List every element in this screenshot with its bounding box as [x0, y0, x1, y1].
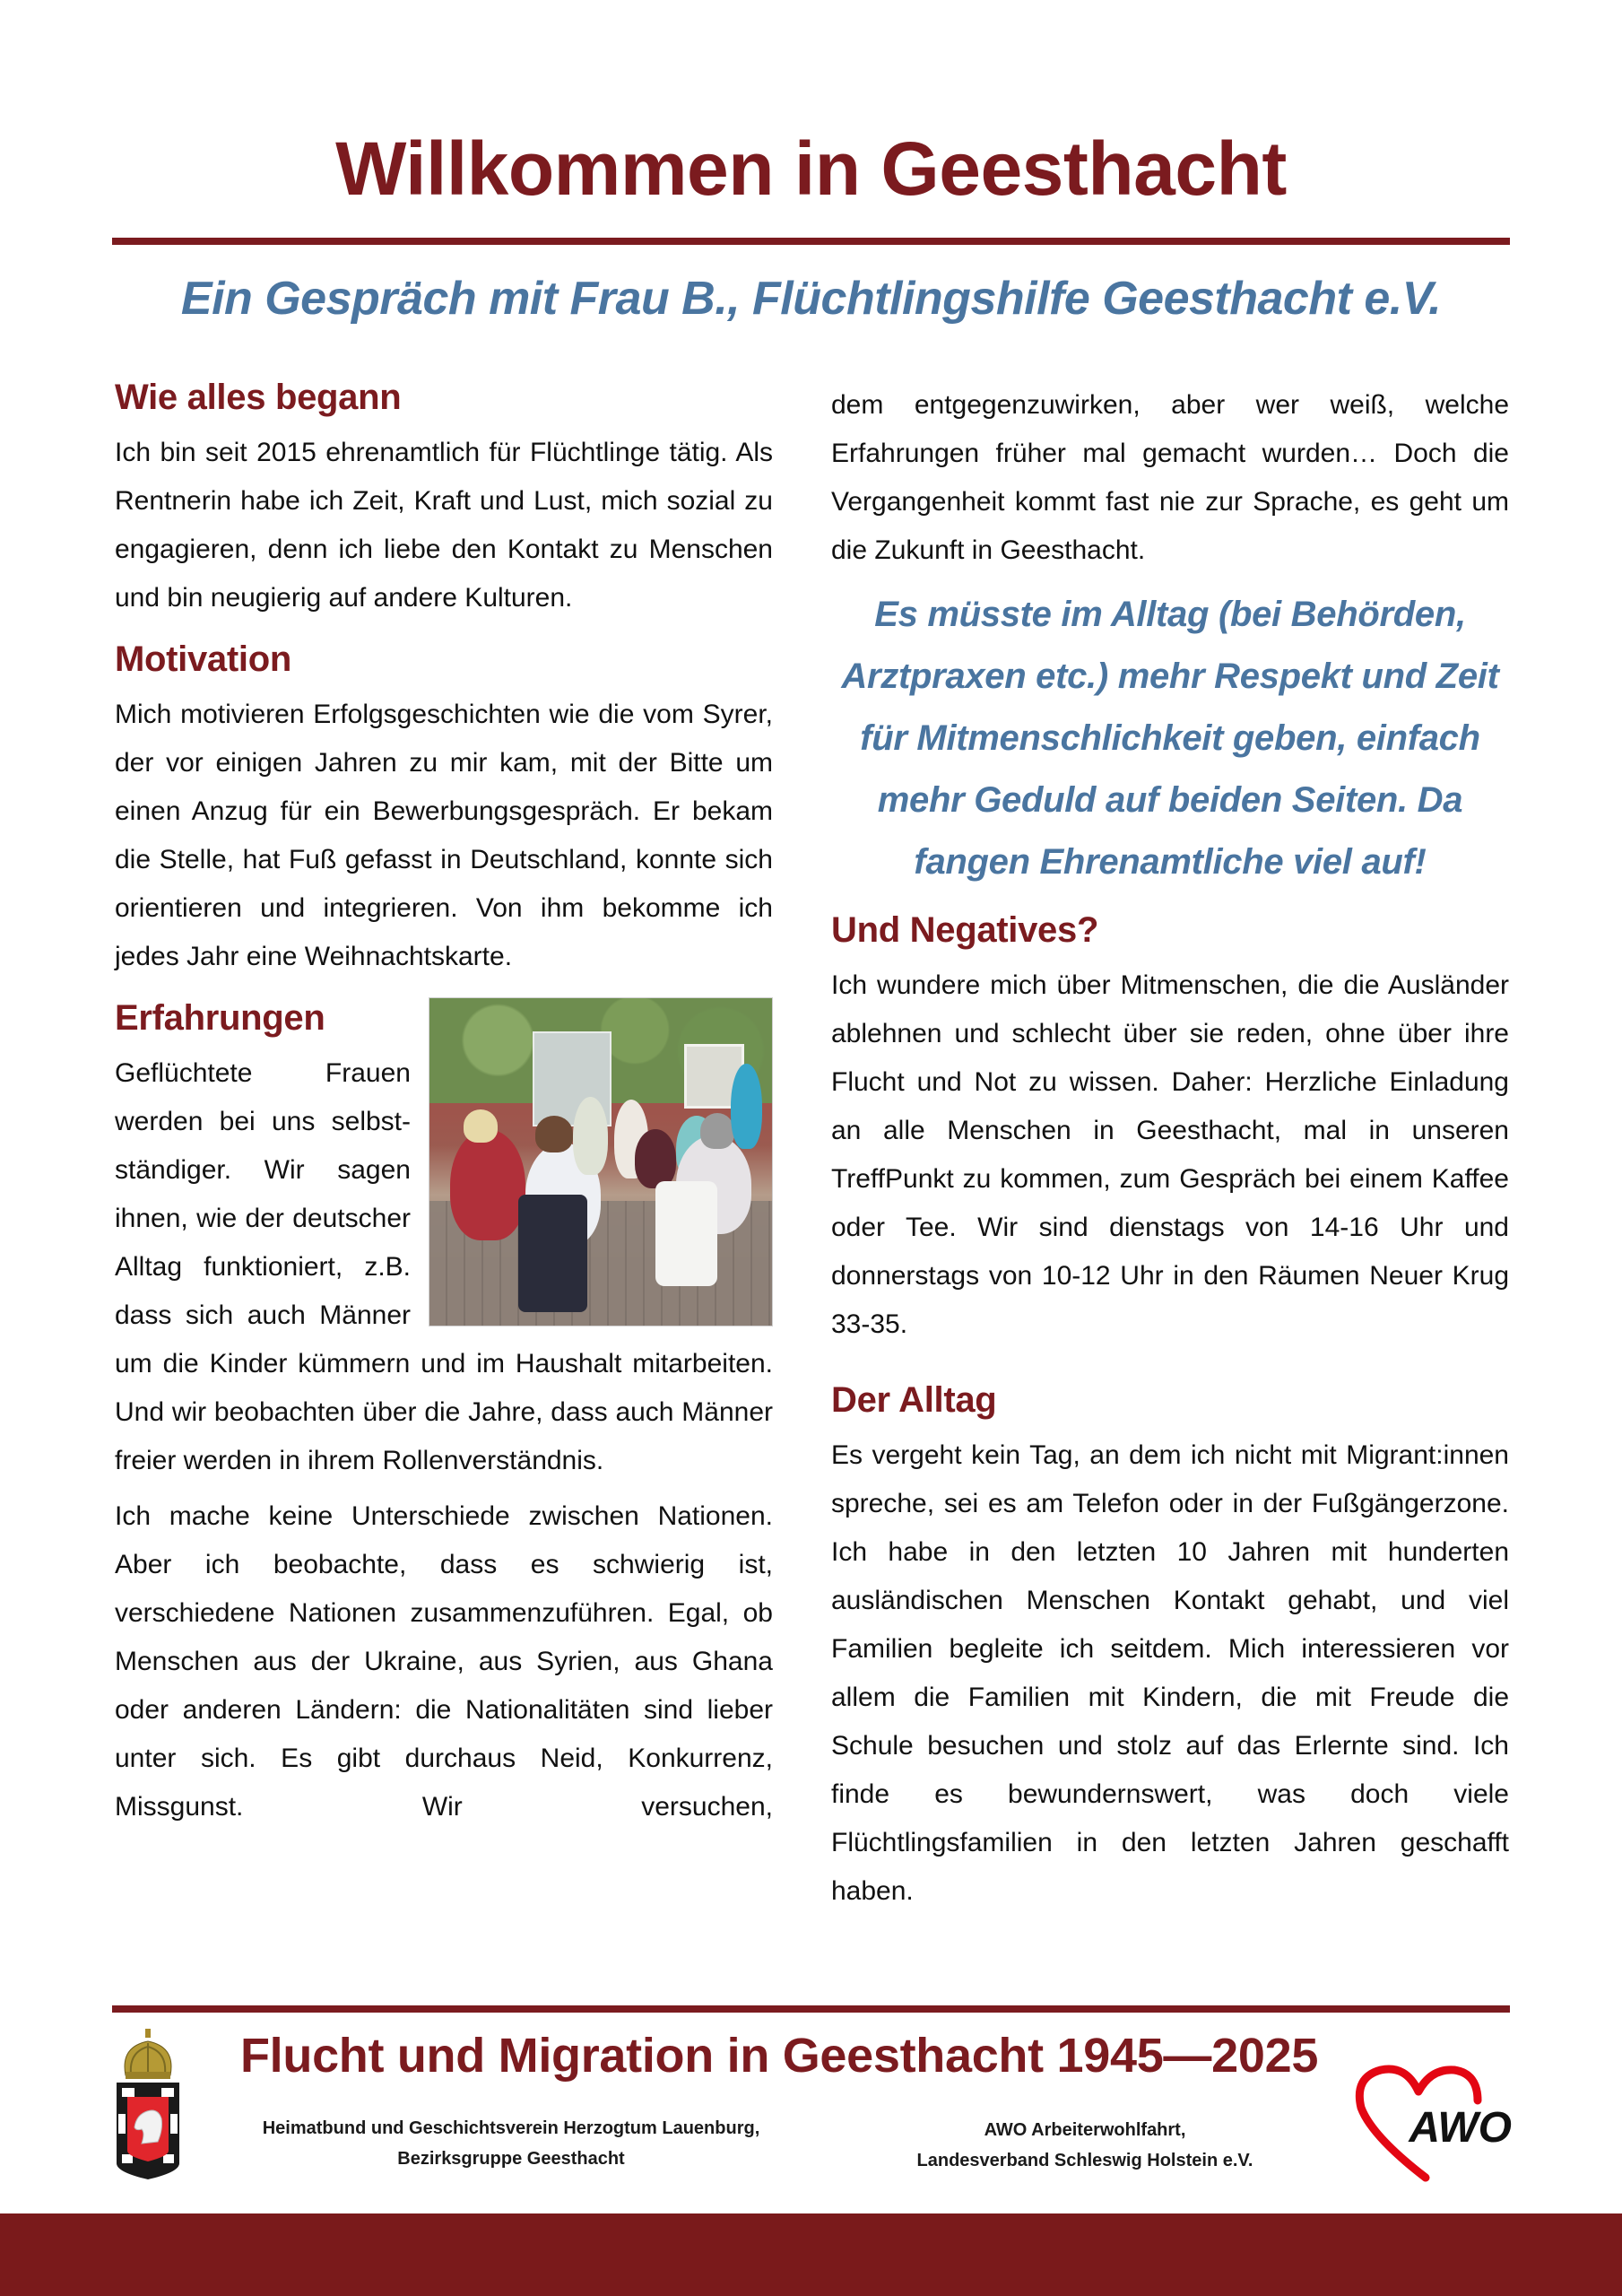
right-column: [831, 381, 1509, 1916]
awo-logo-text: AWO: [1409, 2104, 1512, 2152]
org-heimatbund-line2: Bezirksgruppe Geesthacht: [397, 2149, 625, 2169]
photo-person: [700, 1113, 734, 1149]
photo-person: [464, 1109, 498, 1143]
org-heimatbund-line1: Heimatbund und Geschichtsverein Herzogtum Lauenburg,: [262, 2118, 760, 2138]
section-heading-erfahrungen: Erfahrungen: [115, 998, 325, 1038]
section-paragraph: Ich bin seit 2015 ehrenamtlich für Flüchtlinge tätig. Als Rentnerin habe ich Zeit, Kraft und Lust, mich sozial zu engagieren, denn ich liebe den Kontakt zu Menschen und bin neugierig auf andere Kulturen.: [115, 438, 773, 613]
footer-title: Flucht und Migration in Geesthacht 1945—2025: [240, 2029, 1319, 2083]
section-heading-und-negatives: Und Negatives?: [831, 910, 1099, 950]
photo-person: [450, 1129, 525, 1240]
photo-person: [535, 1116, 573, 1152]
continued-paragraph: dem entgegenzuwirken, aber wer weiß, welche Erfahrungen früher mal gemacht wurden… Doch die Vergangenheit kommt fast nie zur Sprache, es geht um die Zukunft in Geesthacht.: [831, 390, 1509, 565]
section-paragraph: Geflüchtete Frauen werden bei uns selbstständiger. Wir sagen ihnen, wie der deutscher Alltag funktioniert, z.B. dass sich auch Männer um die Kinder kümmern und im Haushalt mitarbeiten. Und wir beobachten über die Jahre, dass auch Männer freier werden in ihrem Rollenverständnis.: [115, 1058, 773, 1475]
header-divider: [112, 238, 1510, 245]
org-awo: [861, 2115, 1309, 2176]
page-subtitle: Ein Gespräch mit Frau B., Flüchtlingshilfe Geesthacht e.V.: [180, 273, 1442, 325]
lauenburg-crest-icon: [115, 2029, 181, 2181]
org-awo-line1: AWO Arbeiterwohlfahrt,: [984, 2120, 1186, 2140]
org-heimatbund: [242, 2113, 780, 2174]
section-paragraph: Ich wundere mich über Mitmenschen, die die Ausländer ablehnen und schlecht über sie reden, ohne über ihre Flucht und Not zu wissen. Daher: Herzliche Einladung an alle Menschen in Geesthacht, mal in unseren TreffPunkt zu kommen, zum Gespräch bei einem Kaffee oder Tee. Wir sind dienstags von 14-16 Uhr und donnerstags von 10-12 Uhr in den Räumen Neuer Krug 33-35.: [831, 970, 1509, 1339]
section-heading-wie-alles-begann: Wie alles begann: [115, 378, 402, 417]
photo-person: [731, 1064, 761, 1149]
section-heading-motivation: Motivation: [115, 639, 291, 679]
photo-person: [573, 1097, 607, 1176]
org-awo-line2: Landesverband Schleswig Holstein e.V.: [916, 2151, 1253, 2170]
footer-divider: [112, 2005, 1510, 2013]
section-heading-der-alltag: Der Alltag: [831, 1380, 997, 1420]
awo-heart-logo-icon: [1354, 2065, 1515, 2183]
section-paragraph: Mich motivieren Erfolgsgeschichten wie die vom Syrer, der vor einigen Jahren zu mir kam, mit der Bitte um einen Anzug für ein Bewerbungsgespräch. Er bekam die Stelle, hat Fuß gefasst in Deutschland, konnte sich orientieren und integrieren. Von ihm bekomme ich jedes Jahr eine Weihnachtskarte.: [115, 700, 773, 971]
section-paragraph: Ich mache keine Unterschiede zwischen Nationen. Aber ich beobachte, dass es schwierig ist, verschiedene Nationen zusammenzuführen. Egal, ob Menschen aus der Ukraine, aus Syrien, aus Ghana oder anderen Ländern: die Nationalitäten sind lieber unter sich. Es gibt durchaus Neid, Konkurrenz, Missgunst. Wir versuchen,: [115, 1501, 773, 1822]
pull-quote: Es müsste im Alltag (bei Behörden, Arztpraxen etc.) mehr Respekt und Zeit für Mitmenschlichkeit geben, einfach mehr Geduld auf beiden Seiten. Da fangen Ehrenamtliche viel auf!: [841, 595, 1499, 882]
photo-chair: [655, 1181, 717, 1286]
bottom-band: [0, 2213, 1622, 2296]
photo-chair: [518, 1195, 586, 1312]
photo-person: [635, 1129, 676, 1188]
section-paragraph: Es vergeht kein Tag, an dem ich nicht mit Migrant:innen spreche, sei es am Telefon oder in der Fußgängerzone. Ich habe in den letzten 10 Jahren mit hunderten ausländischen Menschen Kontakt gehabt, und viel Familien begleite ich seitdem. Mich interessieren vor allem die Familien mit Kindern, die mit Freude die Schule besuchen und stolz auf das Erlernte sind. Ich finde es bewundernswert, was doch viele Flüchtlingsfamilien in den letzten Jahren geschafft haben.: [831, 1440, 1509, 1906]
group-photo: [429, 997, 773, 1326]
page-title: Willkommen in Geesthacht: [335, 126, 1287, 211]
left-column: [115, 373, 773, 1831]
